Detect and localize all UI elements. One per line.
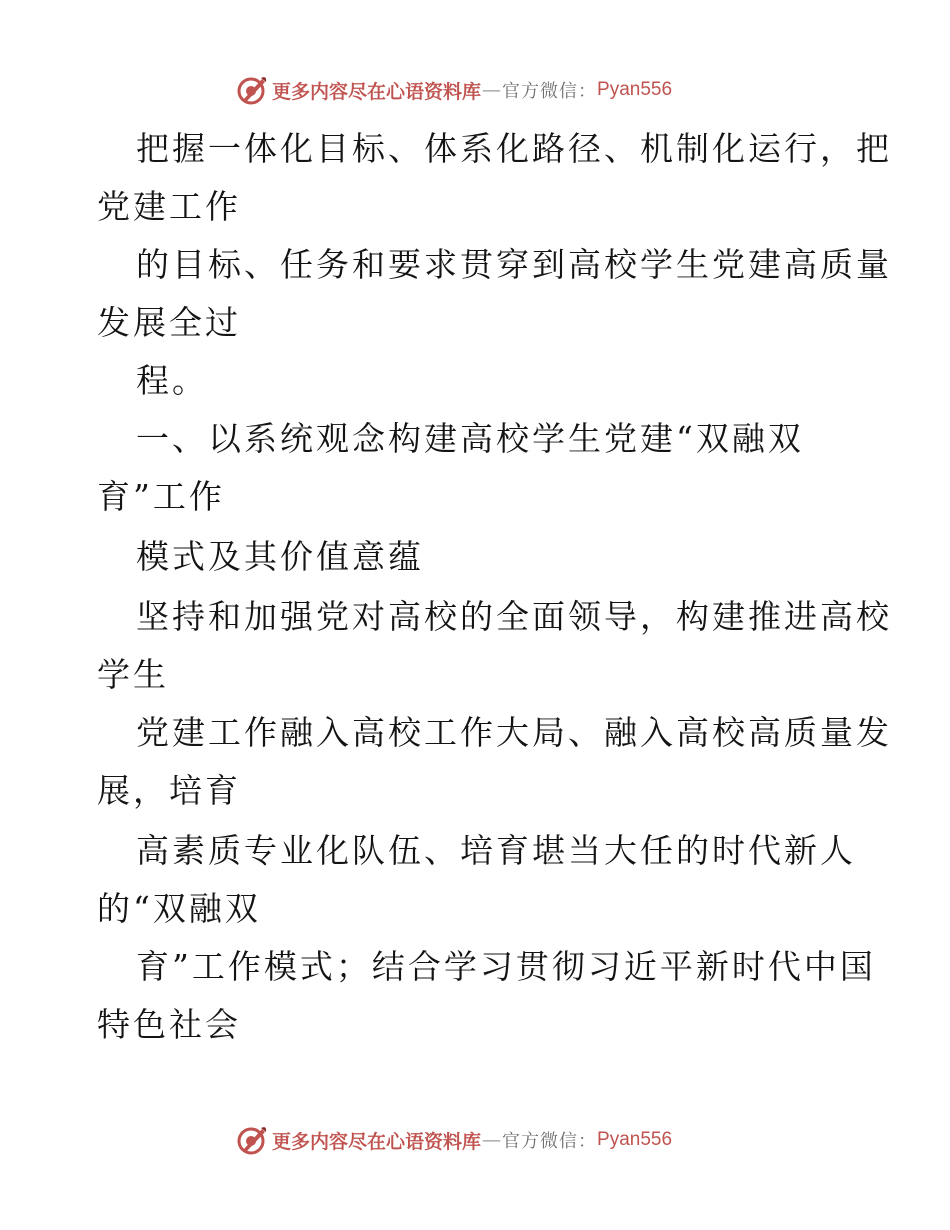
header-site-text: 更多内容尽在心语资料库 [272, 80, 482, 103]
section-heading-line-3: 模式及其价值意蕴 [136, 537, 424, 576]
body-line-13: 特色社会 [97, 1005, 241, 1044]
body-line-8: 党建工作融入高校工作大局、融入高校高质量发 [136, 713, 892, 752]
header-watermark [234, 72, 714, 108]
section-heading-line-2: 育”工作 [97, 477, 225, 516]
footer-watermark [234, 1122, 714, 1158]
body-line-10: 高素质专业化队伍、培育堪当大任的时代新人 [136, 831, 856, 870]
footer-wechat-label: 官方微信： [502, 1131, 598, 1152]
body-line-5: 程。 [136, 361, 208, 400]
body-line-7: 学生 [97, 655, 169, 694]
body-line-6: 坚持和加强党对高校的全面领导，构建推进高校 [136, 597, 892, 636]
quill-pen-logo-icon [234, 73, 268, 107]
header-wechat-label: 官方微信： [502, 81, 598, 102]
body-line-11: 的“双融双 [97, 889, 261, 928]
body-line-3: 的目标、任务和要求贯穿到高校学生党建高质量 [136, 245, 892, 284]
body-line-12: 育”工作模式；结合学习贯彻习近平新时代中国 [136, 947, 876, 986]
footer-dash: — [482, 1129, 502, 1151]
footer-wechat-id: Pyan556 [597, 1129, 673, 1150]
section-heading-line-1: 一、以系统观念构建高校学生党建“双融双 [136, 419, 804, 458]
body-line-4: 发展全过 [97, 303, 241, 342]
body-line-2: 党建工作 [97, 187, 241, 226]
quill-pen-logo-icon [234, 1123, 268, 1157]
body-line-1: 把握一体化目标、体系化路径、机制化运行，把 [136, 129, 892, 168]
footer-site-text: 更多内容尽在心语资料库 [272, 1130, 482, 1153]
body-line-9: 展，培育 [97, 771, 241, 810]
header-dash: — [482, 79, 502, 101]
header-wechat-id: Pyan556 [597, 79, 673, 100]
